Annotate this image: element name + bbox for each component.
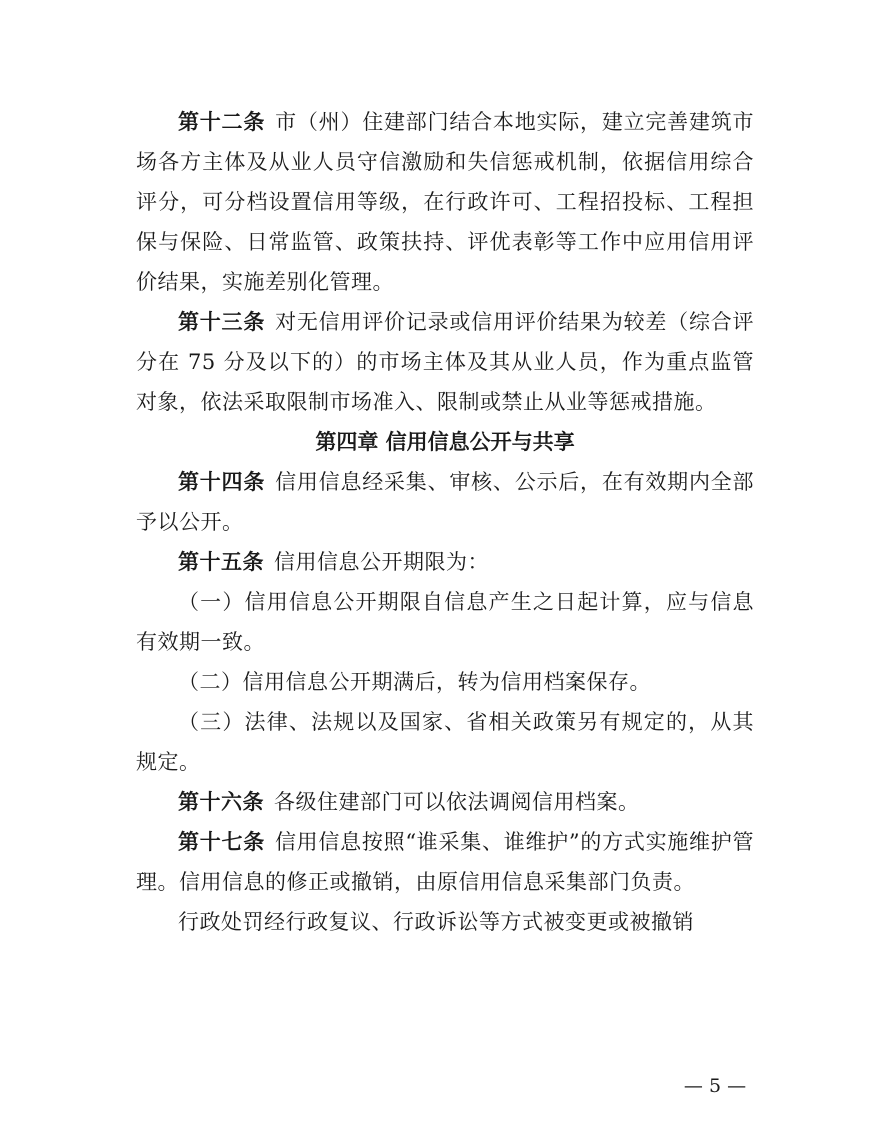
- article-15-item-1: （一）信用信息公开期限自信息产生之日起计算，应与信息有效期一致。: [136, 590, 754, 654]
- article-16: [136, 782, 754, 822]
- page-number: — 5 —: [683, 1075, 747, 1097]
- article-13: [136, 302, 754, 422]
- article-text: 信用信息经采集、审核、公示后，在有效期内全部予以公开。: [136, 470, 755, 534]
- article-text: 对无信用评价记录或信用评价结果为较差（综合评分在 75 分及以下的）的市场主体及其从业人员，作为重点监管对象，依法采取限制市场准入、限制或禁止从业等惩戒措施。: [136, 310, 755, 414]
- article-17: [136, 822, 754, 902]
- article-15-item-2: （二）信用信息公开期满后，转为信用档案保存。: [178, 670, 651, 694]
- article-label: 第十二条: [178, 110, 266, 134]
- article-text: 市（州）住建部门结合本地实际，建立完善建筑市场各方主体及从业人员守信激励和失信惩戒机制，依据信用综合评分，可分档设置信用等级，在行政许可、工程招投标、工程担保与保险、日常监管、政策扶持、评优表彰等工作中应用信用评价结果，实施差别化管理。: [136, 110, 755, 294]
- article-label: 第十七条: [178, 830, 265, 854]
- chapter-title: 第四章 信用信息公开与共享: [315, 430, 575, 454]
- article-label: 第十六条: [178, 790, 264, 814]
- article-15-item-3: （三）法律、法规以及国家、省相关政策另有规定的，从其规定。: [136, 710, 754, 774]
- article-label: 第十三条: [178, 310, 266, 334]
- article-15: [136, 542, 754, 582]
- paragraph-continued: 行政处罚经行政复议、行政诉讼等方式被变更或被撤销: [178, 910, 694, 934]
- document-body: [136, 102, 754, 942]
- article-text: 信用信息按照“谁采集、谁维护”的方式实施维护管理。信用信息的修正或撤销，由原信用信息采集部门负责。: [136, 830, 754, 894]
- article-14: [136, 462, 754, 542]
- article-12: [136, 102, 754, 302]
- article-text: 各级住建部门可以依法调阅信用档案。: [274, 790, 640, 814]
- article-text: 信用信息公开期限为：: [274, 550, 489, 574]
- article-label: 第十四条: [178, 470, 266, 494]
- article-label: 第十五条: [178, 550, 264, 574]
